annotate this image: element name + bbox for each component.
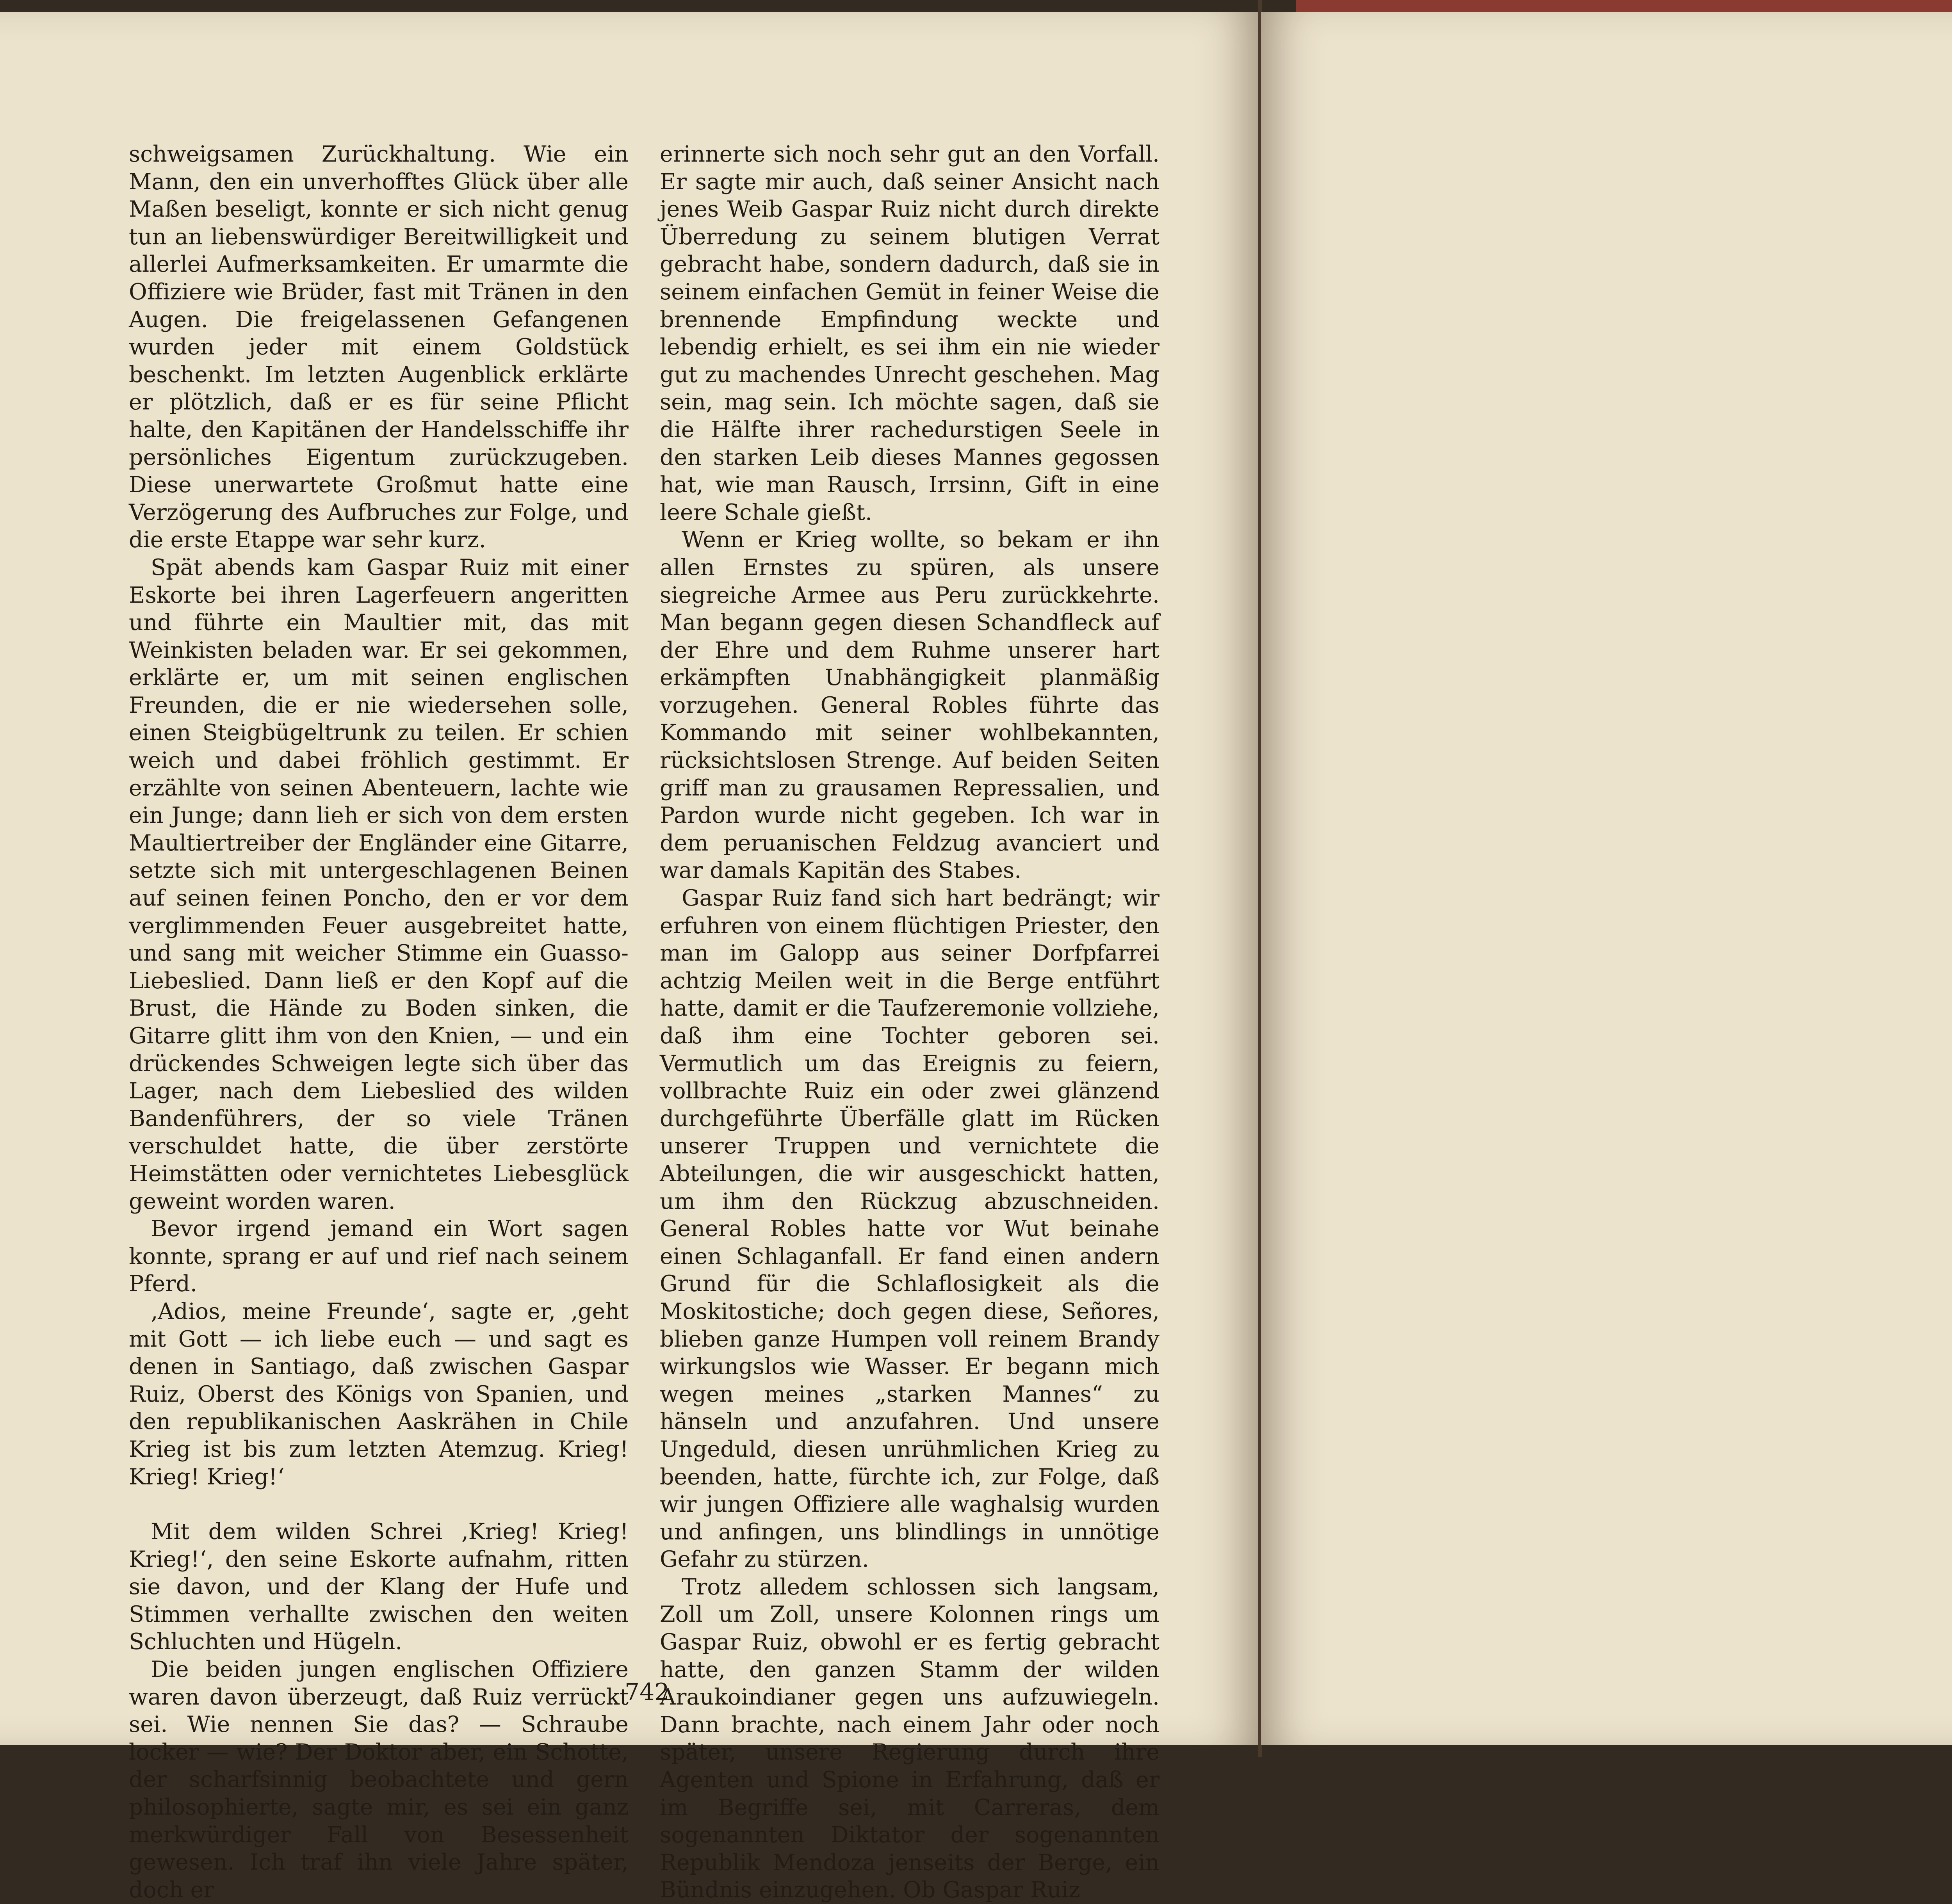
page-number: 742 bbox=[625, 1678, 670, 1706]
paragraph: Spät abends kam Gaspar Ruiz mit einer Eskorte bei ihren Lagerfeuern angeritten und führte ein Maultier mit, das mit Weinkisten beladen war. Er sei gekommen, erklärte er, um mit seinen englischen Freunden, die er nie wiedersehen solle, einen Steigbügeltrunk zu teilen. Er schien weich und dabei fröhlich gestimmt. Er erzählte von seinen Abenteuern, lachte wie ein Junge; dann lieh er sich von dem ersten Maultiertreiber der Engländer eine Gitarre, setzte sich mit untergeschlagenen Beinen auf seinen feinen Poncho, den er vor dem verglimmenden Feuer ausgebreitet hatte, und sang mit weicher Stimme ein Guasso-Liebeslied. Dann ließ er den Kopf auf die Brust, die Hände zu Boden sinken, die Gitarre glitt ihm von den Knien, — und ein drückendes Schweigen legte sich über das Lager, nach dem Liebeslied des wilden Bandenführers, der so viele Tränen verschuldet hatte, die über zerstörte Heimstätten oder vernichtetes Liebesglück geweint worden waren. bbox=[129, 554, 629, 1214]
paragraph: Bevor irgend jemand ein Wort sagen konnte, sprang er auf und rief nach seinem Pferd. bbox=[129, 1216, 629, 1297]
paragraph: schweigsamen Zurückhaltung. Wie ein Mann, den ein unverhofftes Glück über alle Maßen beseligt, konnte er sich nicht genug tun an liebenswürdiger Bereitwilligkeit und allerlei Aufmerksamkeiten. Er umarmte die Offiziere wie Brüder, fast mit Tränen in den Augen. Die freigelassenen Gefangenen wurden jeder mit einem Goldstück beschenkt. Im letzten Augenblick erklärte er plötzlich, daß er es für seine Pflicht halte, den Kapitänen der Handelsschiffe ihr persönliches Eigentum zurückzugeben. Diese unerwartete Großmut hatte eine Verzögerung des Aufbruches zur Folge, und die erste Etappe war sehr kurz. bbox=[129, 141, 629, 553]
left-column-2 bbox=[660, 141, 1159, 1904]
paragraph: Gaspar Ruiz fand sich hart bedrängt; wir erfuhren von einem flüchtigen Priester, den man im Galopp aus seiner Dorfpfarrei achtzig Meilen weit in die Berge entführt hatte, damit er die Taufzeremonie vollziehe, daß ihm eine Tochter geboren sei. Vermutlich um das Ereignis zu feiern, vollbrachte Ruiz ein oder zwei glänzend durchgeführte Überfälle glatt im Rücken unserer Truppen und vernichtete die Abteilungen, die wir ausgeschickt hatten, um ihm den Rückzug abzuschneiden. General Robles hatte vor Wut beinahe einen Schlaganfall. Er fand einen andern Grund für die Schlaflosigkeit als die Moskitostiche; doch gegen diese, Señores, blieben ganze Humpen voll reinem Brandy wirkungslos wie Wasser. Er begann mich wegen meines „starken Mannes“ zu hänseln und anzufahren. Und unsere Ungeduld, diesen unrühmlichen Krieg zu beenden, hatte, fürchte ich, zur Folge, daß wir jungen Offiziere alle waghalsig wurden und anfingen, uns blindlings in unnötige Gefahr zu stürzen. bbox=[660, 885, 1159, 1573]
paragraph: Mit dem wilden Schrei ‚Krieg! Krieg! Krieg!‘, den seine Eskorte aufnahm, ritten sie davon, und der Klang der Hufe und Stimmen verhallte zwischen den weiten Schluchten und Hügeln. bbox=[129, 1519, 629, 1655]
left-page bbox=[0, 12, 1259, 1903]
paragraph: erinnerte sich noch sehr gut an den Vorfall. Er sagte mir auch, daß seiner Ansicht nach jenes Weib Gaspar Ruiz nicht durch direkte Überredung zu seinem blutigen Verrat gebracht habe, sondern dadurch, daß sie in seinem einfachen Gemüt in feiner Weise die brennende Empfindung weckte und lebendig erhielt, es sei ihm ein nie wieder gut zu machendes Unrecht geschehen. Mag sein, mag sein. Ich möchte sagen, daß sie die Hälfte ihrer rachedurstigen Seele in den starken Leib dieses Mannes gegossen hat, wie man Rausch, Irrsinn, Gift in eine leere Schale gießt. bbox=[660, 141, 1159, 525]
left-column-1 bbox=[129, 141, 629, 1904]
right-page bbox=[1261, 12, 1952, 1745]
paragraph: Trotz alledem schlossen sich langsam, Zoll um Zoll, unsere Kolonnen rings um Gaspar Ruiz, obwohl er es fertig gebracht hatte, den ganzen Stamm der wilden Araukoindianer gegen uns aufzuwiegeln. Dann brachte, nach einem Jahr oder noch später, unsere Regierung durch ihre Agenten und Spione in Erfahrung, daß er im Begriffe sei, mit Carreras, dem sogenannten Diktator der sogenannten Republik Mendoza jenseits der Berge, ein Bündnis einzugehen. Ob Gaspar Ruiz bbox=[660, 1574, 1159, 1903]
paragraph: ‚Adios, meine Freunde‘, sagte er, ‚geht mit Gott — ich liebe euch — und sagt es denen in Santiago, daß zwischen Gaspar Ruiz, Oberst des Königs von Spanien, und den republikanischen Aaskrähen in Chile Krieg ist bis zum letzten Atemzug. Krieg! Krieg! Krieg!‘ bbox=[129, 1298, 629, 1490]
paragraph: Wenn er Krieg wollte, so bekam er ihn allen Ernstes zu spüren, als unsere siegreiche Armee aus Peru zurückkehrte. Man begann gegen diesen Schandfleck auf der Ehre und dem Ruhme unserer hart erkämpften Unabhängigkeit planmäßig vorzugehen. General Robles führte das Kommando mit seiner wohlbekannten, rücksichtslosen Strenge. Auf beiden Seiten griff man zu grausamen Repressalien, und Pardon wurde nicht gegeben. Ich war in dem peruanischen Feldzug avanciert und war damals Kapitän des Stabes. bbox=[660, 527, 1159, 884]
paragraph: Die beiden jungen englischen Offiziere waren davon überzeugt, daß Ruiz verrückt sei. Wie nennen Sie das? — Schraube locker — wie? Der Doktor aber, ein Schotte, der scharfsinnig beobachtete und gern philosophierte, sagte mir, es sei ein ganz merkwürdiger Fall von Besessenheit gewesen. Ich traf ihn viele Jahre später, doch er bbox=[129, 1657, 629, 1903]
